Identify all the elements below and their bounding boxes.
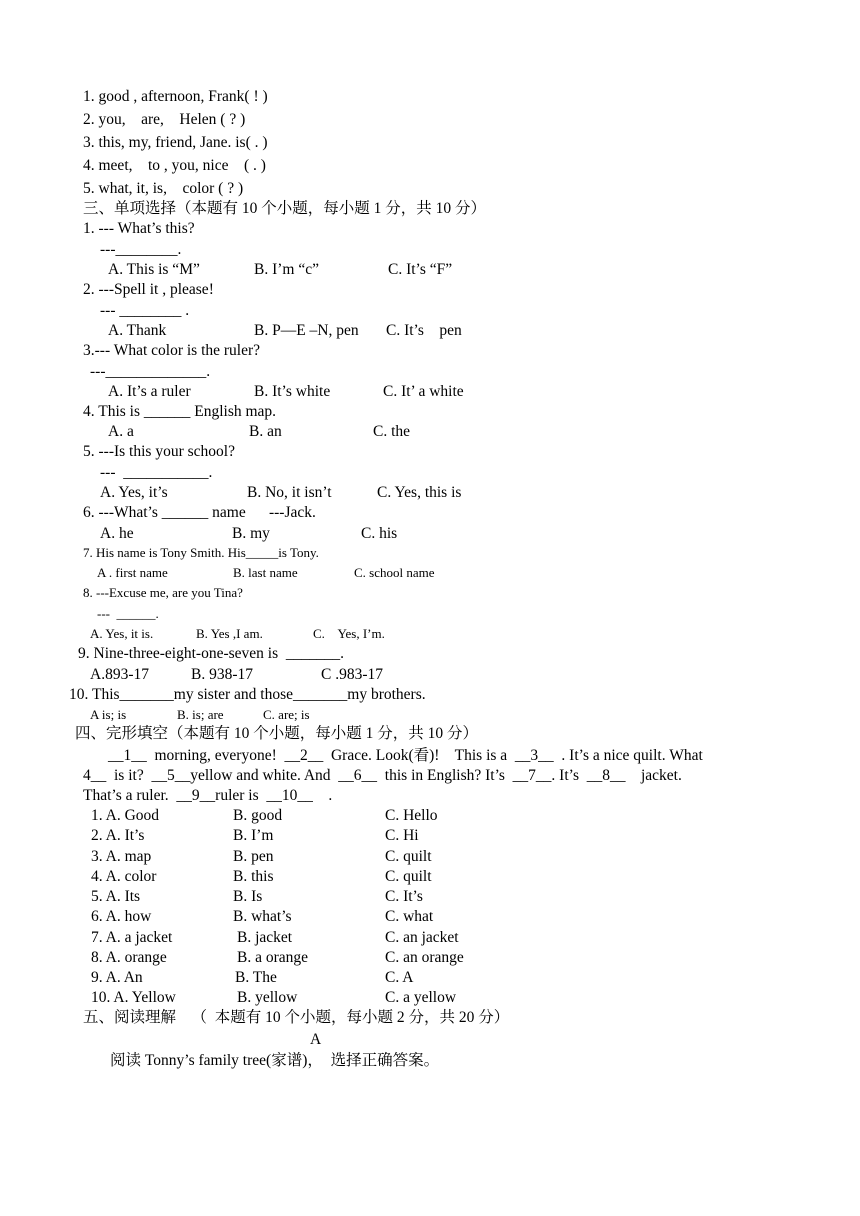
cloze-option-10c: C. a yellow <box>385 989 457 1006</box>
reorder-line-3: 3. this, my, friend, Jane. is( . ) <box>83 134 268 151</box>
q10-option-b: B. is; are <box>177 707 224 722</box>
q7-option-b: B. last name <box>233 565 298 580</box>
cloze-option-10a: 10. A. Yellow <box>91 989 176 1006</box>
q8-option-c: C. Yes, I’m. <box>313 626 385 641</box>
cloze-option-8c: C. an orange <box>385 949 464 966</box>
q1-question: 1. --- What’s this? <box>83 220 195 237</box>
reorder-line-4: 4. meet, to , you, nice ( . ) <box>83 157 266 174</box>
section4-heading: 四、完形填空（本题有 10 个小题，每小题 1 分，共 10 分） <box>75 725 479 742</box>
cloze-option-1b: B. good <box>233 807 283 824</box>
cloze-option-4a: 4. A. color <box>91 868 157 885</box>
cloze-option-2a: 2. A. It’s <box>91 827 145 844</box>
cloze-option-4b: B. this <box>233 868 274 885</box>
cloze-option-1c: C. Hello <box>385 807 438 824</box>
q1-answer-blank: ---________. <box>100 241 182 258</box>
q5-answer-blank: --- ___________. <box>100 464 213 481</box>
q4-option-a: A. a <box>108 423 134 440</box>
section5-heading: 五、阅读理解 （ 本题有 10 个小题，每小题 2 分，共 20 分） <box>83 1009 510 1026</box>
cloze-option-6a: 6. A. how <box>91 908 152 925</box>
q2-option-c: C. It’s pen <box>386 322 462 339</box>
cloze-option-9c: C. A <box>385 969 414 986</box>
q6-option-a: A. he <box>100 525 134 542</box>
cloze-option-5c: C. It’s <box>385 888 423 905</box>
q8-answer-blank: --- ______. <box>97 606 159 621</box>
cloze-passage-line-3: That’s a ruler. __9__ruler is __10__ . <box>83 787 333 804</box>
cloze-option-3b: B. pen <box>233 848 274 865</box>
q8-question: 8. ---Excuse me, are you Tina? <box>83 585 243 600</box>
cloze-option-5a: 5. A. Its <box>91 888 141 905</box>
cloze-option-7c: C. an jacket <box>385 929 459 946</box>
q5-question: 5. ---Is this your school? <box>83 443 235 460</box>
q6-question: 6. ---What’s ______ name ---Jack. <box>83 504 316 521</box>
q3-option-a: A. It’s a ruler <box>108 383 191 400</box>
reorder-line-2: 2. you, are, Helen ( ? ) <box>83 111 246 128</box>
cloze-option-3a: 3. A. map <box>91 848 152 865</box>
q5-option-c: C. Yes, this is <box>377 484 462 501</box>
q7-question: 7. His name is Tony Smith. His_____is Tony. <box>83 545 319 560</box>
cloze-option-6b: B. what’s <box>233 908 292 925</box>
cloze-option-2c: C. Hi <box>385 827 419 844</box>
cloze-option-9a: 9. A. An <box>91 969 143 986</box>
section5-instruction: 阅读 Tonny’s family tree(家谱)， 选择正确答案。 <box>110 1052 440 1069</box>
cloze-option-8b: B. a orange <box>237 949 309 966</box>
q4-option-c: C. the <box>373 423 411 440</box>
q8-option-a: A. Yes, it is. <box>90 626 154 641</box>
q3-option-b: B. It’s white <box>254 383 331 400</box>
q8-option-b: B. Yes ,I am. <box>196 626 263 641</box>
q5-option-b: B. No, it isn’t <box>247 484 332 501</box>
q10-option-c: C. are; is <box>263 707 310 722</box>
q2-option-a: A. Thank <box>108 322 167 339</box>
cloze-passage-line-2: 4__ is it? __5__yellow and white. And __6__ this in English? It’s __7__. It’s __8__ jacket. <box>83 767 682 784</box>
q7-option-c: C. school name <box>354 565 435 580</box>
cloze-option-2b: B. I’m <box>233 827 274 844</box>
cloze-passage-line-1: __1__ morning, everyone! __2__ Grace. Look(看)! This is a __3__ . It’s a nice quilt. What <box>108 747 703 764</box>
q2-answer-blank: --- ________ . <box>100 302 190 319</box>
q5-option-a: A. Yes, it’s <box>100 484 168 501</box>
q4-question: 4. This is ______ English map. <box>83 403 277 420</box>
cloze-option-7b: B. jacket <box>237 929 293 946</box>
q1-option-a: A. This is “M” <box>108 261 200 278</box>
cloze-option-5b: B. Is <box>233 888 263 905</box>
cloze-option-6c: C. what <box>385 908 434 925</box>
q6-option-b: B. my <box>232 525 270 542</box>
q1-option-b: B. I’m “c” <box>254 261 319 278</box>
q9-option-a: A.893-17 <box>90 666 149 683</box>
cloze-option-1a: 1. A. Good <box>91 807 160 824</box>
cloze-option-10b: B. yellow <box>237 989 298 1006</box>
q6-option-c: C. his <box>361 525 398 542</box>
reorder-line-1: 1. good , afternoon, Frank( ! ) <box>83 88 268 105</box>
section3-heading: 三、单项选择（本题有 10 个小题，每小题 1 分，共 10 分） <box>83 200 487 217</box>
cloze-option-3c: C. quilt <box>385 848 432 865</box>
q4-option-b: B. an <box>249 423 282 440</box>
section5-subheading: A <box>310 1031 322 1048</box>
q3-option-c: C. It’ a white <box>383 383 464 400</box>
cloze-option-8a: 8. A. orange <box>91 949 167 966</box>
q3-answer-blank: ---_____________. <box>90 363 211 380</box>
q1-option-c: C. It’s “F” <box>388 261 453 278</box>
q7-option-a: A . first name <box>97 565 168 580</box>
q2-question: 2. ---Spell it , please! <box>83 281 214 298</box>
q2-option-b: B. P—E –N, pen <box>254 322 359 339</box>
q3-question: 3.--- What color is the ruler? <box>83 342 261 359</box>
q9-question: 9. Nine-three-eight-one-seven is _______. <box>78 645 345 662</box>
reorder-line-5: 5. what, it, is, color ( ? ) <box>83 180 244 197</box>
q10-option-a: A is; is <box>90 707 127 722</box>
q9-option-c: C .983-17 <box>321 666 383 683</box>
q10-question: 10. This_______my sister and those_______my brothers. <box>69 686 426 703</box>
cloze-option-9b: B. The <box>235 969 277 986</box>
cloze-option-4c: C. quilt <box>385 868 432 885</box>
cloze-option-7a: 7. A. a jacket <box>91 929 173 946</box>
q9-option-b: B. 938-17 <box>191 666 253 683</box>
